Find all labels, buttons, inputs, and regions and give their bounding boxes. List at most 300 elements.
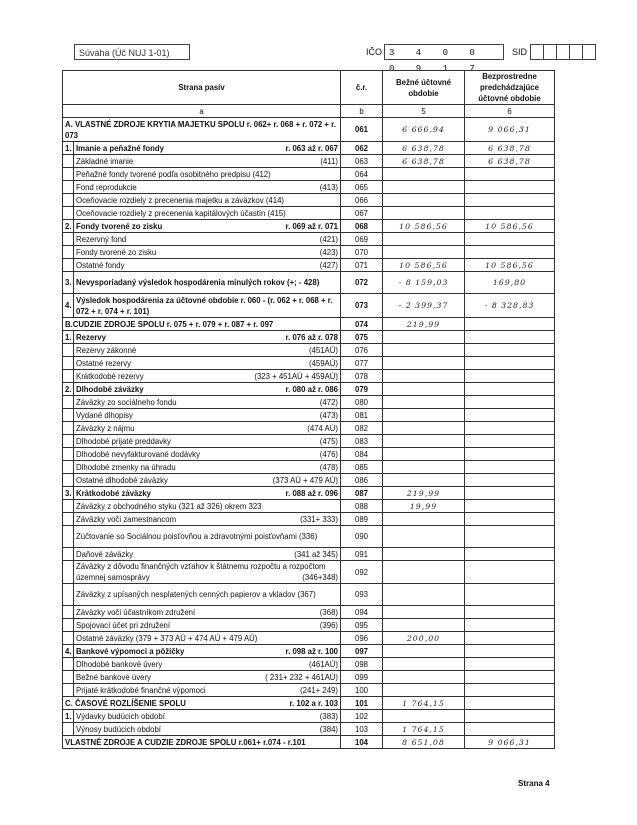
row-label	[74, 474, 341, 487]
table-row	[63, 584, 555, 606]
row-ref: (451AÚ)	[308, 345, 338, 355]
row-code: 067	[341, 207, 383, 220]
row-previous-value	[465, 383, 555, 396]
table-row	[63, 207, 555, 220]
row-label	[74, 448, 341, 461]
ico-label: IČO	[366, 47, 383, 57]
row-label	[74, 168, 341, 181]
table-row	[63, 658, 555, 671]
row-current-value	[383, 606, 465, 619]
row-current-value: 8 651,08	[383, 736, 465, 749]
row-index	[63, 155, 74, 168]
row-current-value	[383, 584, 465, 606]
row-previous-value	[465, 513, 555, 526]
row-ref: (476)	[319, 449, 338, 459]
row-index	[63, 422, 74, 435]
row-previous-value	[465, 710, 555, 723]
row-ref: r. 098 až r. 100	[285, 646, 338, 656]
table-row	[63, 697, 555, 710]
row-label	[74, 344, 341, 357]
row-previous-value: - 8 328,83	[465, 294, 555, 318]
row-previous-value	[465, 619, 555, 632]
row-label	[74, 435, 341, 448]
row-code: 100	[341, 684, 383, 697]
row-ref: (411)	[320, 156, 338, 166]
row-code: 085	[341, 461, 383, 474]
row-label	[74, 194, 341, 207]
row-label	[74, 500, 341, 513]
row-current-value	[383, 461, 465, 474]
row-label	[63, 736, 341, 749]
row-code: 083	[341, 435, 383, 448]
row-index	[63, 259, 74, 272]
table-row	[63, 370, 555, 383]
row-current-value: 6 638,78	[383, 155, 465, 168]
row-label-text: Ostatné rezervy	[76, 358, 132, 368]
col-header-current: Bežné účtovné obdobie	[383, 71, 465, 105]
col-letter-6: 6	[465, 105, 555, 118]
row-current-value: 219,99	[383, 487, 465, 500]
row-previous-value: 9 066,31	[465, 736, 555, 749]
row-ref: r. 069 až r. 071	[285, 221, 338, 231]
row-label-text: Záväzky z upísaných nesplatených cenných papierov a vkladov (367)	[76, 590, 316, 599]
row-code: 068	[341, 220, 383, 233]
row-current-value	[383, 168, 465, 181]
table-row	[63, 142, 555, 155]
row-label-text: Základné imanie	[76, 156, 134, 166]
row-label-text: Dlhodobé nevyfakturované dodávky	[76, 449, 200, 459]
row-current-value	[383, 331, 465, 344]
row-previous-value	[465, 474, 555, 487]
row-index: 2.	[63, 220, 74, 233]
table-row	[63, 168, 555, 181]
row-label-text: Dlhodobé prijaté preddavky	[76, 436, 171, 446]
row-code: 075	[341, 331, 383, 344]
col-header-code: č.r.	[341, 71, 383, 105]
row-ref: (474 AÚ)	[307, 423, 338, 433]
table-row	[63, 331, 555, 344]
row-previous-value	[465, 658, 555, 671]
row-previous-value	[465, 561, 555, 584]
row-code: 062	[341, 142, 383, 155]
row-code: 077	[341, 357, 383, 370]
row-label	[74, 331, 341, 344]
row-label	[74, 383, 341, 396]
row-current-value: 19,99	[383, 500, 465, 513]
row-label	[63, 318, 341, 331]
table-row	[63, 357, 555, 370]
row-label-text: A. VLASTNÉ ZDROJE KRYTIA MAJETKU SPOLU r. 062+ r. 068 + r. 072 + r. 073	[65, 119, 336, 140]
row-code: 088	[341, 500, 383, 513]
row-label-text: B.CUDZIE ZDROJE SPOLU r. 075 + r. 079 + r. 087 + r. 097	[65, 319, 274, 329]
row-label	[74, 684, 341, 697]
row-current-value	[383, 246, 465, 259]
row-label-text: Záväzky z nájmu	[76, 423, 135, 433]
table-row	[63, 632, 555, 645]
row-label	[74, 548, 341, 561]
row-label-text: Peňažné fondy tvorené podľa osobitného predpisu (412)	[76, 169, 271, 179]
row-label-text: Bankové výpomoci a pôžičky	[76, 646, 185, 656]
row-index	[63, 370, 74, 383]
row-index	[63, 246, 74, 259]
row-label	[74, 513, 341, 526]
row-index	[63, 396, 74, 409]
row-label-text: Záväzky z dôvodu finančných vzťahov k štátnemu rozpočtu a rozpočtom územnej samosprávy	[76, 562, 326, 582]
row-ref: (459AÚ)	[308, 358, 338, 368]
col-letter-b: b	[341, 105, 383, 118]
row-code: 093	[341, 584, 383, 606]
table-row	[63, 684, 555, 697]
row-label	[74, 710, 341, 723]
row-code: 069	[341, 233, 383, 246]
row-index	[63, 207, 74, 220]
row-label	[74, 619, 341, 632]
row-previous-value: 10 586,56	[465, 259, 555, 272]
row-code: 101	[341, 697, 383, 710]
table-row	[63, 422, 555, 435]
row-current-value	[383, 548, 465, 561]
row-code: 098	[341, 658, 383, 671]
row-label-text: Imanie a peňažné fondy	[76, 143, 164, 153]
row-current-value	[383, 710, 465, 723]
row-code: 080	[341, 396, 383, 409]
row-previous-value	[465, 632, 555, 645]
row-index	[63, 448, 74, 461]
row-label	[63, 118, 341, 142]
row-label-text: Dlhodobé bankové úvery	[76, 659, 163, 669]
table-row	[63, 294, 555, 318]
row-index: 1.	[63, 331, 74, 344]
row-label-text: Fond reprodukcie	[76, 182, 137, 192]
row-index	[63, 513, 74, 526]
row-code: 094	[341, 606, 383, 619]
table-row	[63, 233, 555, 246]
row-current-value: - 8 159,03	[383, 272, 465, 294]
row-previous-value	[465, 246, 555, 259]
sid-cells	[531, 44, 596, 60]
row-previous-value	[465, 526, 555, 548]
row-code: 097	[341, 645, 383, 658]
row-label	[74, 396, 341, 409]
row-previous-value	[465, 500, 555, 513]
row-label-text: VLASTNÉ ZDROJE A CUDZIE ZDROJE SPOLU r.061+ r.074 - r.101	[65, 737, 306, 747]
row-label-text: Ostatné záväzky (379 + 373 AÚ + 474 AÚ + 479 AÚ)	[76, 633, 258, 643]
row-current-value	[383, 658, 465, 671]
row-label-text: Záväzky zo sociálneho fondu	[76, 397, 177, 407]
row-index	[63, 526, 74, 548]
row-current-value	[383, 645, 465, 658]
row-ref: (383)	[319, 711, 338, 721]
row-previous-value	[465, 645, 555, 658]
row-previous-value	[465, 207, 555, 220]
row-current-value: 1 764,15	[383, 723, 465, 736]
row-previous-value	[465, 448, 555, 461]
row-current-value	[383, 422, 465, 435]
ico-value: 3 4 0 0 0 9 1 7	[384, 44, 504, 60]
row-code: 081	[341, 409, 383, 422]
row-previous-value	[465, 684, 555, 697]
row-previous-value	[465, 181, 555, 194]
row-label	[74, 606, 341, 619]
row-code: 078	[341, 370, 383, 383]
row-ref: r. 076 až r. 078	[285, 332, 338, 342]
row-code: 086	[341, 474, 383, 487]
row-label-text: Výdavky budúcich období	[76, 711, 165, 721]
row-previous-value: 10 586,56	[465, 220, 555, 233]
table-row	[63, 645, 555, 658]
row-index	[63, 409, 74, 422]
form-code-box: Súvaha (Úč NUJ 1-01)	[74, 44, 190, 60]
row-label-text: Záväzky z obchodného styku (321 až 326) okrem 323	[76, 501, 262, 511]
table-row	[63, 513, 555, 526]
row-label-text: Spojovací účet pri združení	[76, 620, 171, 630]
row-label	[74, 370, 341, 383]
row-code: 082	[341, 422, 383, 435]
row-index	[63, 723, 74, 736]
row-code: 084	[341, 448, 383, 461]
row-index	[63, 561, 74, 584]
row-label-text: Rezervy	[76, 332, 106, 342]
row-index	[63, 632, 74, 645]
col-header-label: Strana pasív	[63, 71, 341, 105]
row-label-text: Rezervy zákonné	[76, 345, 137, 355]
row-previous-value	[465, 697, 555, 710]
row-current-value	[383, 383, 465, 396]
row-label	[74, 357, 341, 370]
row-label	[74, 142, 341, 155]
row-current-value	[383, 370, 465, 383]
row-current-value	[383, 181, 465, 194]
row-label	[74, 155, 341, 168]
row-code: 091	[341, 548, 383, 561]
row-ref: r. 080 až r. 086	[285, 384, 338, 394]
row-index: 4.	[63, 294, 74, 318]
row-index	[63, 684, 74, 697]
table-row	[63, 220, 555, 233]
row-label-text: Oceňovacie rozdiely z precenenia kapitálových účastín (415)	[76, 208, 286, 218]
row-label-text: Daňové záväzky	[76, 549, 134, 559]
row-index	[63, 658, 74, 671]
row-index	[63, 357, 74, 370]
row-current-value	[383, 526, 465, 548]
row-code: 102	[341, 710, 383, 723]
table-row	[63, 710, 555, 723]
row-ref: (461AÚ)	[308, 659, 338, 669]
sid-label: SID	[512, 47, 528, 57]
row-label-text: Ostatné fondy	[76, 260, 125, 270]
table-row	[63, 671, 555, 684]
row-current-value	[383, 396, 465, 409]
row-ref: (346+348)	[302, 573, 338, 582]
table-row	[63, 606, 555, 619]
row-previous-value	[465, 723, 555, 736]
table-body	[63, 118, 555, 749]
row-previous-value	[465, 370, 555, 383]
row-previous-value	[465, 548, 555, 561]
row-label-text: Výsledok hospodárenia za účtovné obdobie r. 060 - (r. 062 + r. 068 + r. 072 + r. 074 + r. 101)	[76, 295, 333, 316]
row-index	[63, 344, 74, 357]
row-current-value: 6 666,94	[383, 118, 465, 142]
row-label	[74, 259, 341, 272]
row-label-text: Krátkodobé záväzky	[76, 488, 151, 498]
row-label	[74, 294, 341, 318]
row-ref: (423)	[319, 247, 338, 257]
row-previous-value	[465, 168, 555, 181]
row-current-value	[383, 474, 465, 487]
row-current-value	[383, 409, 465, 422]
row-label-text: Rezervný fond	[76, 234, 127, 244]
table-row	[63, 318, 555, 331]
table-row	[63, 246, 555, 259]
table-row	[63, 474, 555, 487]
row-index	[63, 606, 74, 619]
row-ref: (427)	[319, 260, 338, 270]
row-current-value	[383, 435, 465, 448]
row-code: 072	[341, 272, 383, 294]
row-index	[63, 168, 74, 181]
row-label	[74, 723, 341, 736]
row-code: 073	[341, 294, 383, 318]
table-row	[63, 435, 555, 448]
table-row	[63, 487, 555, 500]
table-row	[63, 344, 555, 357]
row-current-value: 10 586,56	[383, 220, 465, 233]
table-row	[63, 619, 555, 632]
table-row	[63, 736, 555, 749]
row-code: 099	[341, 671, 383, 684]
row-ref: (368)	[319, 607, 338, 617]
row-ref: r. 063 až r. 067	[285, 143, 338, 153]
row-index	[63, 461, 74, 474]
row-previous-value	[465, 435, 555, 448]
row-current-value	[383, 448, 465, 461]
row-code: 063	[341, 155, 383, 168]
row-ref: (384)	[319, 724, 338, 734]
row-ref: (413)	[319, 182, 338, 192]
row-label	[74, 181, 341, 194]
row-index	[63, 548, 74, 561]
row-current-value: 219,99	[383, 318, 465, 331]
balance-sheet-table	[62, 70, 555, 749]
row-previous-value	[465, 357, 555, 370]
row-ref: (473)	[319, 410, 338, 420]
row-label	[63, 697, 341, 710]
row-previous-value	[465, 671, 555, 684]
table-row	[63, 448, 555, 461]
row-previous-value	[465, 461, 555, 474]
row-label-text: Nevysporiadaný výsledok hospodárenia minulých rokov (+; - 428)	[76, 278, 320, 287]
row-ref: (421)	[319, 234, 338, 244]
row-current-value: - 2 399,37	[383, 294, 465, 318]
row-ref: (475)	[319, 436, 338, 446]
row-label-text: Vydané dlhopisy	[76, 410, 133, 420]
row-previous-value: 6 638,78	[465, 155, 555, 168]
row-code: 087	[341, 487, 383, 500]
row-previous-value	[465, 487, 555, 500]
row-index	[63, 435, 74, 448]
row-previous-value	[465, 344, 555, 357]
table-row	[63, 259, 555, 272]
row-code: 076	[341, 344, 383, 357]
row-index	[63, 181, 74, 194]
row-label	[74, 487, 341, 500]
row-current-value	[383, 619, 465, 632]
table-row	[63, 181, 555, 194]
row-label	[74, 207, 341, 220]
row-label-text: Záväzky voči účastníkom združení	[76, 607, 196, 617]
row-ref: (478)	[319, 462, 338, 472]
row-label	[74, 561, 341, 584]
row-code: 071	[341, 259, 383, 272]
row-previous-value: 9 066,31	[465, 118, 555, 142]
row-label	[74, 671, 341, 684]
row-index: 2.	[63, 383, 74, 396]
row-ref: (472)	[319, 397, 338, 407]
table-row	[63, 500, 555, 513]
row-label	[74, 526, 341, 548]
table-row	[63, 526, 555, 548]
row-current-value: 1 764,15	[383, 697, 465, 710]
row-current-value	[383, 194, 465, 207]
row-code: 070	[341, 246, 383, 259]
row-index: 3.	[63, 487, 74, 500]
table-row	[63, 396, 555, 409]
row-label	[74, 632, 341, 645]
row-label	[74, 220, 341, 233]
row-label-text: Dlhodobé zmenky na úhradu	[76, 462, 176, 472]
table-row	[63, 409, 555, 422]
row-previous-value	[465, 318, 555, 331]
row-label-text: Bežné bankové úvery	[76, 672, 151, 682]
row-label-text: Krátkodobé rezervy	[76, 371, 144, 381]
row-code: 096	[341, 632, 383, 645]
row-code: 061	[341, 118, 383, 142]
table-row	[63, 194, 555, 207]
row-label	[74, 584, 341, 606]
col-letter-a: a	[63, 105, 341, 118]
row-ref: (396)	[319, 620, 338, 630]
row-index	[63, 619, 74, 632]
row-label-text: Výnosy budúcich období	[76, 724, 161, 734]
row-previous-value	[465, 233, 555, 246]
row-label	[74, 233, 341, 246]
row-ref: (331+ 333)	[300, 514, 338, 524]
row-label-text: Záväzky voči zamestnancom	[76, 514, 177, 524]
row-previous-value	[465, 396, 555, 409]
row-index: 4.	[63, 645, 74, 658]
row-current-value	[383, 344, 465, 357]
row-code: 079	[341, 383, 383, 396]
row-label	[74, 409, 341, 422]
row-previous-value	[465, 584, 555, 606]
row-previous-value	[465, 194, 555, 207]
row-index	[63, 671, 74, 684]
row-index	[63, 584, 74, 606]
col-letter-5: 5	[383, 105, 465, 118]
row-ref: (373 AÚ + 479 AÚ)	[272, 475, 338, 485]
row-code: 089	[341, 513, 383, 526]
row-label	[74, 658, 341, 671]
table-row	[63, 548, 555, 561]
row-ref: (341 až 345)	[294, 549, 338, 559]
row-current-value	[383, 684, 465, 697]
row-code: 095	[341, 619, 383, 632]
table-row	[63, 155, 555, 168]
row-current-value	[383, 513, 465, 526]
row-index	[63, 500, 74, 513]
row-label	[74, 272, 341, 294]
row-previous-value	[465, 422, 555, 435]
